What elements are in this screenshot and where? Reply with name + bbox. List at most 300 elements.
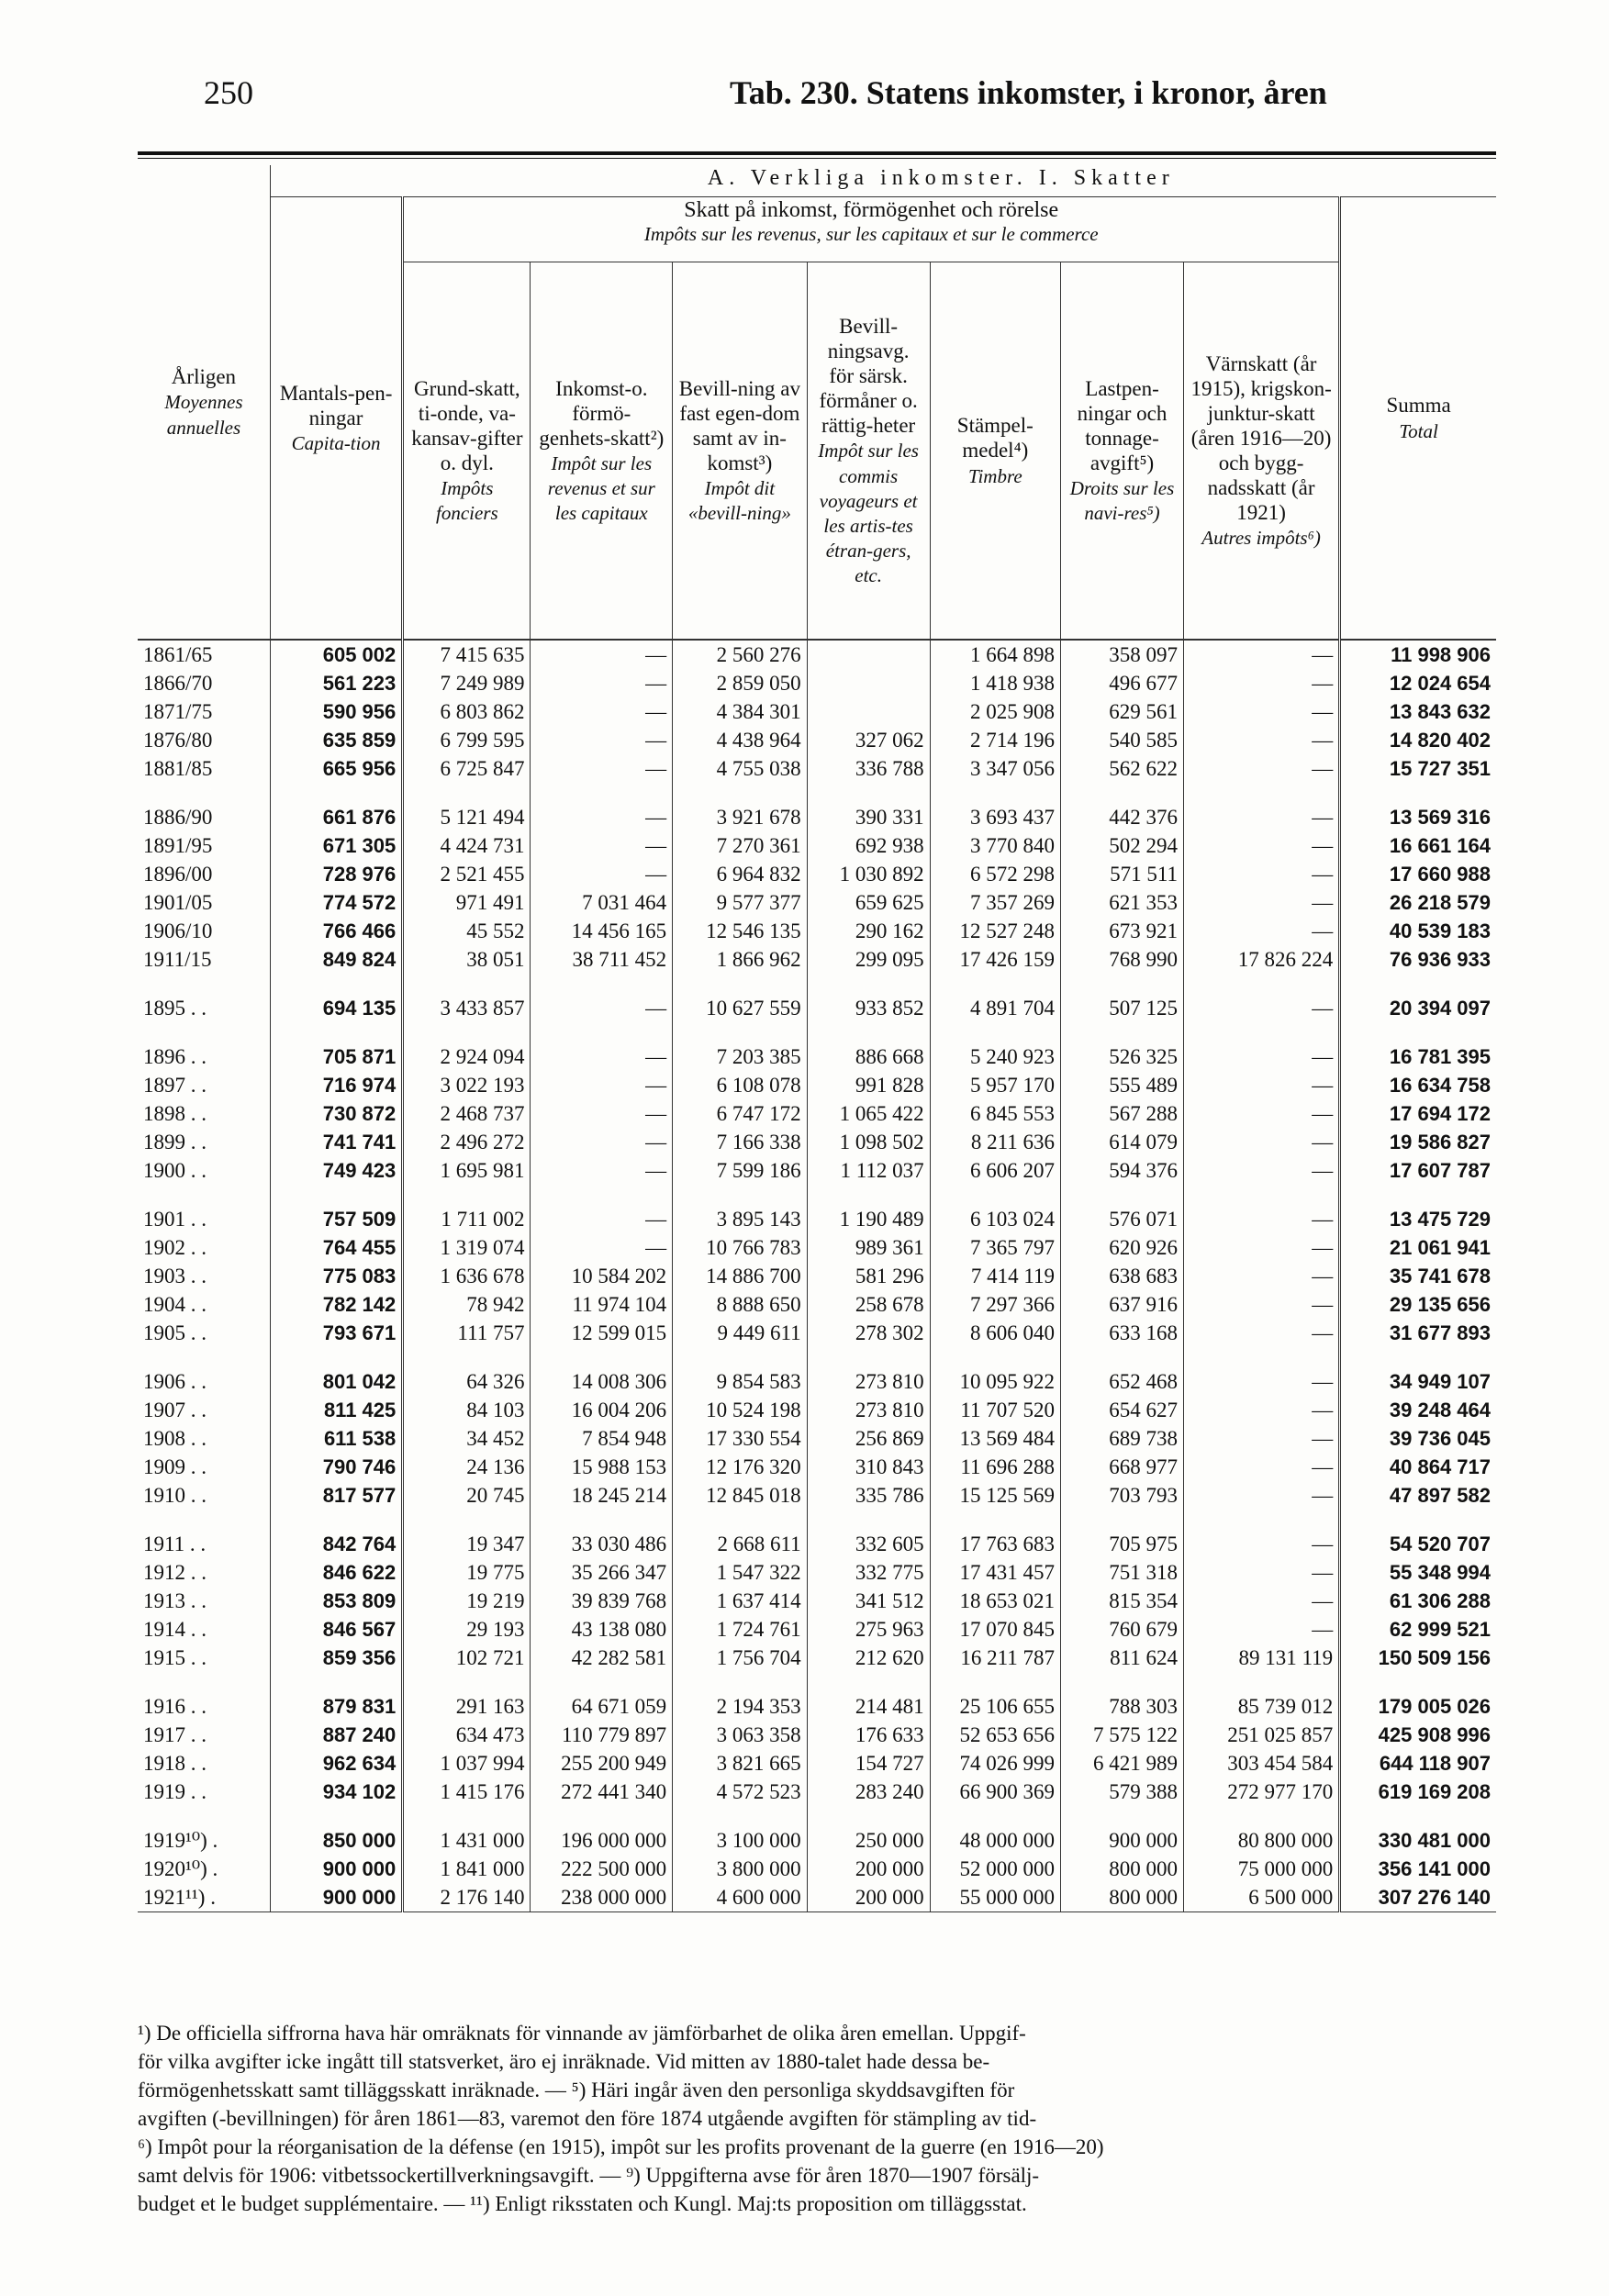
cell-bevill: 12 176 320 — [673, 1453, 807, 1481]
cell-bevill: 3 821 665 — [673, 1749, 807, 1778]
cell-bevillsarsk: 692 938 — [807, 831, 930, 860]
cell-bevill: 3 895 143 — [673, 1205, 807, 1233]
cell-bevill: 2 859 050 — [673, 669, 807, 697]
cell-bevill: 6 108 078 — [673, 1071, 807, 1099]
cell-bevillsarsk: 886 668 — [807, 1042, 930, 1071]
cell-stampel: 17 426 159 — [930, 945, 1060, 974]
cell-mantal: 782 142 — [270, 1290, 402, 1319]
cell-varnskatt: — — [1184, 669, 1340, 697]
cell-stampel: 4 891 704 — [930, 994, 1060, 1022]
cell-summa: 21 061 941 — [1340, 1233, 1496, 1262]
gap-cell — [673, 1510, 807, 1530]
cell-mantal: 766 466 — [270, 917, 402, 945]
cell-lastpen: 540 585 — [1060, 726, 1183, 754]
cell-stampel: 3 693 437 — [930, 803, 1060, 831]
cell-mantal: 728 976 — [270, 860, 402, 888]
table-row — [138, 1644, 1496, 1672]
footnote-line: budget et le budget supplémentaire. — ¹¹) Enligt riksstaten och Kungl. Maj:ts proposition om tilläggsstat. — [138, 2192, 1027, 2215]
cell-stampel: 10 095 922 — [930, 1367, 1060, 1396]
cell-year: 1891/95 — [143, 834, 213, 857]
cell-summa: 39 736 045 — [1340, 1424, 1496, 1453]
cell-lastpen: 760 679 — [1060, 1615, 1183, 1644]
gap-cell — [403, 1510, 531, 1530]
cell-bevill: 14 886 700 — [673, 1262, 807, 1290]
cell-bevillsarsk: 933 852 — [807, 994, 930, 1022]
cell-bevillsarsk: 581 296 — [807, 1262, 930, 1290]
cell-bevillsarsk: 341 512 — [807, 1587, 930, 1615]
group-title: Skatt på inkomst, förmögenhet och rörelse — [684, 198, 1059, 222]
cell-bevill: 17 330 554 — [673, 1424, 807, 1453]
cell-inkomst: 38 711 452 — [531, 945, 673, 974]
cell-mantal: 741 741 — [270, 1128, 402, 1156]
cell-bevillsarsk — [807, 640, 930, 669]
cell-lastpen: 567 288 — [1060, 1099, 1183, 1128]
cell-varnskatt: 80 800 000 — [1184, 1826, 1340, 1855]
cell-bevillsarsk: 327 062 — [807, 726, 930, 754]
cell-stampel: 6 572 298 — [930, 860, 1060, 888]
cell-inkomst: 12 599 015 — [531, 1319, 673, 1347]
cell-lastpen: 900 000 — [1060, 1826, 1183, 1855]
cell-grund: 1 695 981 — [403, 1156, 531, 1185]
col-year-label: Årligen — [171, 365, 237, 389]
cell-summa: 34 949 107 — [1340, 1367, 1496, 1396]
cell-grund: 29 193 — [403, 1615, 531, 1644]
cell-bevill: 1 756 704 — [673, 1644, 807, 1672]
col-summa-fr: Total — [1399, 419, 1438, 442]
table-gap-row — [138, 1022, 1496, 1042]
cell-lastpen: 620 926 — [1060, 1233, 1183, 1262]
cell-summa: 356 141 000 — [1340, 1855, 1496, 1883]
gap-cell — [1184, 1022, 1340, 1042]
cell-inkomst: — — [531, 1071, 673, 1099]
cell-mantal: 757 509 — [270, 1205, 402, 1233]
col-bevill-header — [673, 262, 807, 641]
cell-varnskatt: 6 500 000 — [1184, 1883, 1340, 1912]
cell-stampel: 6 845 553 — [930, 1099, 1060, 1128]
cell-summa: 644 118 907 — [1340, 1749, 1496, 1778]
cell-varnskatt: — — [1184, 1453, 1340, 1481]
cell-lastpen: 629 561 — [1060, 697, 1183, 726]
cell-year: 1913 . . — [143, 1589, 207, 1612]
cell-lastpen: 496 677 — [1060, 669, 1183, 697]
cell-lastpen: 502 294 — [1060, 831, 1183, 860]
cell-inkomst: — — [531, 669, 673, 697]
cell-inkomst: — — [531, 1128, 673, 1156]
cell-mantal: 850 000 — [270, 1826, 402, 1855]
table-row — [138, 640, 1496, 669]
cell-lastpen: 788 303 — [1060, 1692, 1183, 1721]
cell-bevillsarsk: 1 065 422 — [807, 1099, 930, 1128]
gap-cell — [138, 783, 270, 803]
cell-year: 1906 . . — [143, 1370, 207, 1393]
gap-cell — [270, 1806, 402, 1826]
gap-cell — [807, 783, 930, 803]
gap-cell — [807, 1347, 930, 1367]
col-inkomst-header — [531, 262, 673, 641]
gap-cell — [673, 1672, 807, 1692]
cell-stampel: 8 606 040 — [930, 1319, 1060, 1347]
cell-summa: 11 998 906 — [1340, 640, 1496, 669]
cell-year: 1908 . . — [143, 1427, 207, 1450]
cell-grund: 1 037 994 — [403, 1749, 531, 1778]
cell-lastpen: 7 575 122 — [1060, 1721, 1183, 1749]
cell-lastpen: 358 097 — [1060, 640, 1183, 669]
cell-bevillsarsk: 299 095 — [807, 945, 930, 974]
col-varnskatt-label: Värnskatt (år 1915), krigskon-junktur-skatt (åren 1916—20) och bygg-nadsskatt (år 1921) — [1190, 351, 1332, 525]
gap-cell — [673, 1022, 807, 1042]
cell-mantal: 661 876 — [270, 803, 402, 831]
cell-varnskatt: — — [1184, 1128, 1340, 1156]
cell-varnskatt: 85 739 012 — [1184, 1692, 1340, 1721]
cell-year: 1914 . . — [143, 1618, 207, 1641]
cell-lastpen: 633 168 — [1060, 1319, 1183, 1347]
table-row — [138, 831, 1496, 860]
table-row — [138, 994, 1496, 1022]
table-row — [138, 726, 1496, 754]
cell-varnskatt: — — [1184, 888, 1340, 917]
group-heading — [403, 197, 1340, 262]
col-stampel-fr: Timbre — [967, 464, 1022, 487]
cell-varnskatt: 17 826 224 — [1184, 945, 1340, 974]
gap-cell — [930, 1806, 1060, 1826]
cell-summa: 425 908 996 — [1340, 1721, 1496, 1749]
cell-bevillsarsk: 273 810 — [807, 1367, 930, 1396]
table-row — [138, 860, 1496, 888]
cell-bevillsarsk: 278 302 — [807, 1319, 930, 1347]
gap-cell — [403, 1347, 531, 1367]
cell-summa: 20 394 097 — [1340, 994, 1496, 1022]
cell-stampel: 18 653 021 — [930, 1587, 1060, 1615]
cell-stampel: 52 000 000 — [930, 1855, 1060, 1883]
cell-bevill: 9 449 611 — [673, 1319, 807, 1347]
cell-bevill: 12 546 135 — [673, 917, 807, 945]
cell-lastpen: 654 627 — [1060, 1396, 1183, 1424]
table-row — [138, 917, 1496, 945]
table-row — [138, 1826, 1496, 1855]
cell-lastpen: 6 421 989 — [1060, 1749, 1183, 1778]
gap-cell — [807, 1185, 930, 1205]
gap-cell — [807, 1022, 930, 1042]
cell-mantal: 611 538 — [270, 1424, 402, 1453]
cell-stampel: 6 606 207 — [930, 1156, 1060, 1185]
gap-cell — [270, 1347, 402, 1367]
cell-inkomst: — — [531, 994, 673, 1022]
gap-cell — [1184, 1672, 1340, 1692]
cell-lastpen: 689 738 — [1060, 1424, 1183, 1453]
footnote-line: förmögenhetsskatt samt tilläggsskatt inräknade. — ⁵) Häri ingår även den personliga skyddsavgiften för — [138, 2079, 1015, 2101]
cell-stampel: 11 707 520 — [930, 1396, 1060, 1424]
col-bevill-label: Bevill-ning av fast egen-dom samt av in-komst³) — [678, 376, 800, 474]
gap-cell — [1340, 1185, 1496, 1205]
gap-cell — [270, 1022, 402, 1042]
gap-cell — [1060, 974, 1183, 994]
gap-cell — [673, 974, 807, 994]
cell-bevill: 4 600 000 — [673, 1883, 807, 1912]
cell-inkomst: 222 500 000 — [531, 1855, 673, 1883]
cell-lastpen: 507 125 — [1060, 994, 1183, 1022]
gap-cell — [1184, 974, 1340, 994]
cell-mantal: 849 824 — [270, 945, 402, 974]
cell-varnskatt: — — [1184, 1290, 1340, 1319]
cell-summa: 307 276 140 — [1340, 1883, 1496, 1912]
col-inkomst-fr: Impôt sur les revenus et sur les capitaux — [547, 452, 655, 525]
cell-mantal: 716 974 — [270, 1071, 402, 1099]
table-row — [138, 1071, 1496, 1099]
cell-inkomst: 33 030 486 — [531, 1530, 673, 1558]
cell-year: 1895 . . — [143, 997, 207, 1020]
cell-year: 1896/00 — [143, 863, 213, 886]
cell-varnskatt: — — [1184, 754, 1340, 783]
section-a-label: A. Verkliga inkomster. I. Skatter — [707, 166, 1175, 190]
cell-inkomst: 35 266 347 — [531, 1558, 673, 1587]
cell-grund: 102 721 — [403, 1644, 531, 1672]
cell-year: 1921¹¹) . — [138, 1883, 270, 1912]
cell-grund: 45 552 — [403, 917, 531, 945]
cell-bevill: 4 384 301 — [673, 697, 807, 726]
cell-mantal: 665 956 — [270, 754, 402, 783]
cell-varnskatt: 303 454 584 — [1184, 1749, 1340, 1778]
gap-cell — [1060, 1347, 1183, 1367]
cell-mantal: 887 240 — [270, 1721, 402, 1749]
cell-grund: 291 163 — [403, 1692, 531, 1721]
table-row — [138, 669, 1496, 697]
gap-cell — [930, 974, 1060, 994]
gap-cell — [930, 1347, 1060, 1367]
cell-grund: 19 219 — [403, 1587, 531, 1615]
cell-summa: 17 694 172 — [1340, 1099, 1496, 1128]
cell-lastpen: 621 353 — [1060, 888, 1183, 917]
cell-bevillsarsk: 200 000 — [807, 1855, 930, 1883]
cell-stampel: 12 527 248 — [930, 917, 1060, 945]
cell-inkomst: — — [531, 640, 673, 669]
cell-stampel: 48 000 000 — [930, 1826, 1060, 1855]
cell-grund: 7 249 989 — [403, 669, 531, 697]
cell-lastpen: 811 624 — [1060, 1644, 1183, 1672]
cell-inkomst: — — [531, 754, 673, 783]
cell-year: 1901/05 — [143, 891, 213, 914]
cell-bevill: 3 063 358 — [673, 1721, 807, 1749]
cell-grund: 6 803 862 — [403, 697, 531, 726]
gap-cell — [1340, 1022, 1496, 1042]
cell-year: 1905 . . — [143, 1321, 207, 1344]
cell-stampel: 74 026 999 — [930, 1749, 1060, 1778]
cell-bevill: 7 599 186 — [673, 1156, 807, 1185]
cell-varnskatt: — — [1184, 1233, 1340, 1262]
cell-mantal: 705 871 — [270, 1042, 402, 1071]
cell-mantal: 811 425 — [270, 1396, 402, 1424]
gap-cell — [1340, 1672, 1496, 1692]
gap-cell — [1184, 1347, 1340, 1367]
table-row — [138, 1481, 1496, 1510]
gap-cell — [531, 1672, 673, 1692]
cell-lastpen: 637 916 — [1060, 1290, 1183, 1319]
cell-summa: 61 306 288 — [1340, 1587, 1496, 1615]
gap-cell — [1184, 783, 1340, 803]
cell-grund: 7 415 635 — [403, 640, 531, 669]
cell-year: 1897 . . — [143, 1074, 207, 1097]
cell-summa: 31 677 893 — [1340, 1319, 1496, 1347]
col-stampel-header — [930, 262, 1060, 641]
gap-cell — [807, 1510, 930, 1530]
cell-stampel: 7 414 119 — [930, 1262, 1060, 1290]
cell-year: 1917 . . — [143, 1723, 207, 1746]
gap-cell — [673, 783, 807, 803]
table-row — [138, 1156, 1496, 1185]
gap-cell — [531, 1510, 673, 1530]
cell-bevillsarsk: 989 361 — [807, 1233, 930, 1262]
cell-mantal: 817 577 — [270, 1481, 402, 1510]
gap-cell — [138, 1806, 270, 1826]
table-row — [138, 1749, 1496, 1778]
table-row — [138, 1453, 1496, 1481]
table-gap-row — [138, 1510, 1496, 1530]
cell-grund: 38 051 — [403, 945, 531, 974]
cell-grund: 84 103 — [403, 1396, 531, 1424]
cell-varnskatt: 89 131 119 — [1184, 1644, 1340, 1672]
gap-cell — [673, 1347, 807, 1367]
cell-bevill: 1 637 414 — [673, 1587, 807, 1615]
gap-cell — [531, 1022, 673, 1042]
cell-lastpen: 815 354 — [1060, 1587, 1183, 1615]
table-row — [138, 1233, 1496, 1262]
cell-bevillsarsk: 250 000 — [807, 1826, 930, 1855]
gap-cell — [531, 1347, 673, 1367]
col-bevillsarsk-label: Bevill-ningsavg. för särsk. förmåner o. rättig-heter — [819, 314, 918, 438]
cell-year: 1866/70 — [143, 672, 213, 695]
cell-bevill: 7 270 361 — [673, 831, 807, 860]
cell-grund: 3 022 193 — [403, 1071, 531, 1099]
gap-cell — [138, 1185, 270, 1205]
cell-grund: 4 424 731 — [403, 831, 531, 860]
table-row — [138, 1778, 1496, 1806]
cell-inkomst: — — [531, 1042, 673, 1071]
cell-summa: 62 999 521 — [1340, 1615, 1496, 1644]
cell-inkomst: 42 282 581 — [531, 1644, 673, 1672]
cell-mantal: 900 000 — [270, 1883, 402, 1912]
table-gap-row — [138, 783, 1496, 803]
cell-grund: 19 775 — [403, 1558, 531, 1587]
cell-mantal: 605 002 — [270, 640, 402, 669]
cell-grund: 634 473 — [403, 1721, 531, 1749]
cell-grund: 24 136 — [403, 1453, 531, 1481]
cell-varnskatt: — — [1184, 1424, 1340, 1453]
cell-bevillsarsk: 214 481 — [807, 1692, 930, 1721]
cell-inkomst: — — [531, 697, 673, 726]
cell-mantal: 859 356 — [270, 1644, 402, 1672]
cell-mantal: 774 572 — [270, 888, 402, 917]
cell-grund: 78 942 — [403, 1290, 531, 1319]
cell-lastpen: 562 622 — [1060, 754, 1183, 783]
cell-mantal: 934 102 — [270, 1778, 402, 1806]
gap-cell — [403, 974, 531, 994]
cell-bevillsarsk: 275 963 — [807, 1615, 930, 1644]
cell-lastpen: 614 079 — [1060, 1128, 1183, 1156]
col-varnskatt-fr: Autres impôts⁶) — [1201, 527, 1321, 550]
cell-bevillsarsk: 283 240 — [807, 1778, 930, 1806]
footnote-line: ⁶) Impôt pour la réorganisation de la défense (en 1915), impôt sur les profits provenant de la guerre (en 1916—20) — [138, 2135, 1104, 2158]
cell-lastpen: 705 975 — [1060, 1530, 1183, 1558]
col-bevill-fr: Impôt dit «bevill-ning» — [687, 477, 791, 525]
cell-inkomst: 255 200 949 — [531, 1749, 673, 1778]
cell-varnskatt: — — [1184, 803, 1340, 831]
gap-cell — [403, 783, 531, 803]
cell-mantal: 900 000 — [270, 1855, 402, 1883]
cell-mantal: 962 634 — [270, 1749, 402, 1778]
gap-cell — [1340, 974, 1496, 994]
cell-year: 1912 . . — [143, 1561, 207, 1584]
gap-cell — [930, 1185, 1060, 1205]
cell-summa: 179 005 026 — [1340, 1692, 1496, 1721]
cell-lastpen: 668 977 — [1060, 1453, 1183, 1481]
cell-lastpen: 526 325 — [1060, 1042, 1183, 1071]
cell-lastpen: 768 990 — [1060, 945, 1183, 974]
cell-mantal: 694 135 — [270, 994, 402, 1022]
cell-bevillsarsk: 390 331 — [807, 803, 930, 831]
cell-bevillsarsk: 258 678 — [807, 1290, 930, 1319]
cell-grund: 3 433 857 — [403, 994, 531, 1022]
table-row — [138, 1558, 1496, 1587]
cell-mantal: 671 305 — [270, 831, 402, 860]
cell-summa: 17 607 787 — [1340, 1156, 1496, 1185]
table-row — [138, 1262, 1496, 1290]
cell-bevillsarsk: 659 625 — [807, 888, 930, 917]
cell-grund: 19 347 — [403, 1530, 531, 1558]
col-grund-fr: Impôts fonciers — [436, 477, 498, 525]
cell-varnskatt: — — [1184, 831, 1340, 860]
gap-cell — [270, 1510, 402, 1530]
cell-bevillsarsk: 290 162 — [807, 917, 930, 945]
cell-lastpen: 800 000 — [1060, 1883, 1183, 1912]
cell-bevillsarsk: 332 775 — [807, 1558, 930, 1587]
table-row — [138, 1290, 1496, 1319]
table-row — [138, 1615, 1496, 1644]
cell-year: 1896 . . — [143, 1045, 207, 1068]
cell-inkomst: 7 031 464 — [531, 888, 673, 917]
cell-varnskatt: — — [1184, 1615, 1340, 1644]
gap-cell — [138, 1510, 270, 1530]
footnote-line: för vilka avgifter icke ingått till statsverket, äro ej inräknade. Vid mitten av 1880-talet hade dessa be- — [138, 2050, 990, 2073]
page-title: Tab. 230. Statens inkomster, i kronor, åren — [730, 74, 1327, 111]
cell-mantal: 793 671 — [270, 1319, 402, 1347]
col-grund-header — [403, 262, 531, 641]
cell-stampel: 8 211 636 — [930, 1128, 1060, 1156]
cell-bevill: 1 724 761 — [673, 1615, 807, 1644]
cell-bevillsarsk: 256 869 — [807, 1424, 930, 1453]
cell-stampel: 2 025 908 — [930, 697, 1060, 726]
cell-summa: 47 897 582 — [1340, 1481, 1496, 1510]
cell-mantal: 749 423 — [270, 1156, 402, 1185]
col-year-fr: Moyennes annuelles — [164, 391, 243, 439]
cell-lastpen: 652 468 — [1060, 1367, 1183, 1396]
cell-stampel: 1 418 938 — [930, 669, 1060, 697]
cell-bevill: 6 747 172 — [673, 1099, 807, 1128]
cell-summa: 35 741 678 — [1340, 1262, 1496, 1290]
cell-mantal: 790 746 — [270, 1453, 402, 1481]
gap-cell — [1060, 783, 1183, 803]
cell-stampel: 15 125 569 — [930, 1481, 1060, 1510]
table-row — [138, 1319, 1496, 1347]
cell-bevill: 7 166 338 — [673, 1128, 807, 1156]
cell-stampel: 13 569 484 — [930, 1424, 1060, 1453]
gap-cell — [1184, 1185, 1340, 1205]
cell-year: 1907 . . — [143, 1399, 207, 1421]
cell-summa: 76 936 933 — [1340, 945, 1496, 974]
footnote-line: ¹) De officiella siffrorna hava här omräknats för vinnande av jämförbarhet de olika åren emellan. Uppgif- — [138, 2022, 1026, 2045]
table-row — [138, 1128, 1496, 1156]
gap-cell — [1184, 1510, 1340, 1530]
gap-cell — [403, 1806, 531, 1826]
cell-bevillsarsk: 1 112 037 — [807, 1156, 930, 1185]
